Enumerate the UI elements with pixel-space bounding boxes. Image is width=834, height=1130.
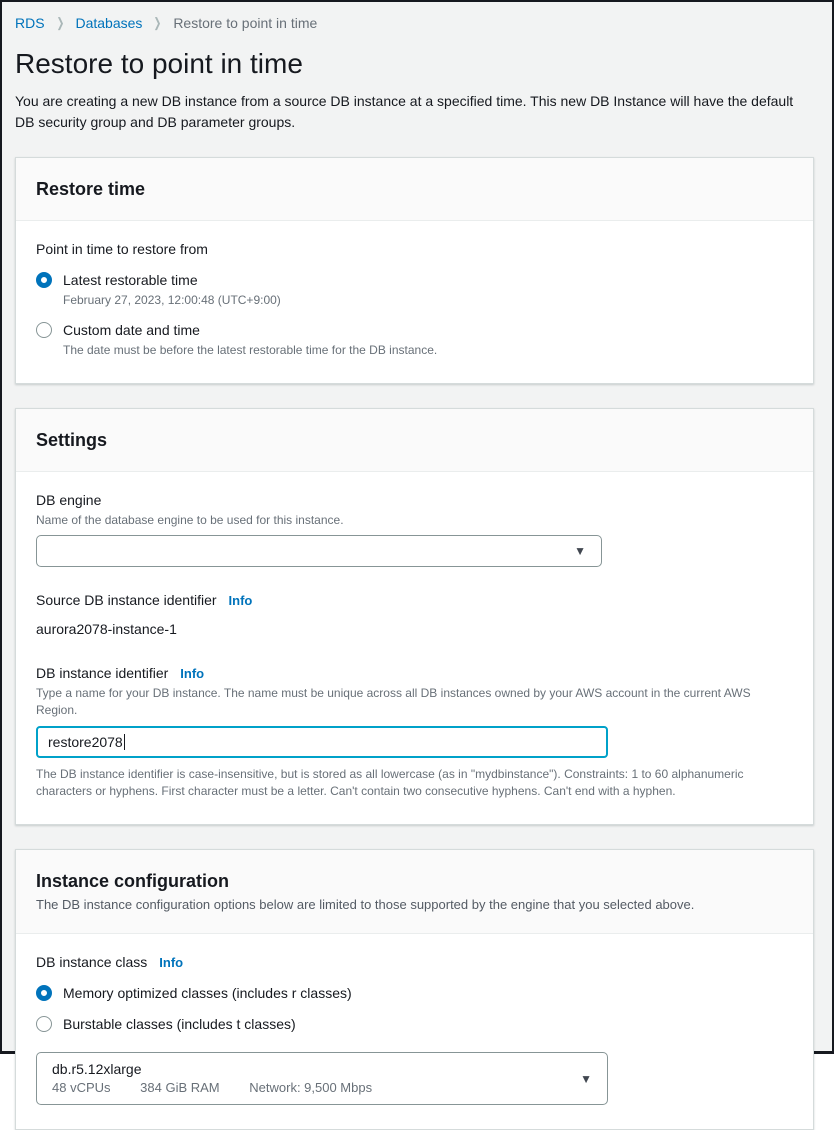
- radio-unselected-icon[interactable]: [36, 1016, 52, 1032]
- instance-configuration-card: [15, 849, 814, 1130]
- instance-class-vcpus: 48 vCPUs: [52, 1080, 111, 1095]
- restore-time-card: [15, 157, 814, 384]
- chevron-down-icon: ▼: [580, 1071, 592, 1086]
- settings-title: Settings: [36, 430, 108, 450]
- radio-memory-optimized[interactable]: [36, 983, 793, 1003]
- db-identifier-input-value: restore2078: [48, 734, 123, 750]
- point-in-time-label: Point in time to restore from: [36, 241, 208, 257]
- db-instance-class-info-link[interactable]: Info: [159, 955, 184, 970]
- source-db-field: [36, 590, 793, 637]
- chevron-down-icon: ▼: [574, 544, 586, 558]
- breadcrumb: [15, 12, 814, 31]
- source-db-info-link[interactable]: Info: [228, 593, 253, 608]
- custom-date-time-hint: The date must be before the latest restorable time for the DB instance.: [63, 343, 438, 357]
- db-identifier-label: DB instance identifier: [36, 665, 169, 681]
- settings-header: [16, 409, 813, 472]
- db-identifier-constraint: The DB instance identifier is case-insensitive, but is stored as all lowercase (as in "mydbinstance"). Constraints: 1 to 60 alphanumeric characters or hyphens. First character must be a letter. Can't contain two consecutive hyphens. Can't end with a hyphen.: [36, 767, 744, 798]
- instance-configuration-title: Instance configuration: [36, 871, 230, 891]
- restore-time-header: [16, 158, 813, 221]
- source-db-value: aurora2078-instance-1: [36, 621, 177, 637]
- radio-unselected-icon[interactable]: [36, 322, 52, 338]
- db-instance-class-select[interactable]: [36, 1052, 608, 1105]
- db-instance-class-label: DB instance class: [36, 954, 148, 970]
- breadcrumb-current: Restore to point in time: [173, 15, 318, 31]
- db-identifier-input[interactable]: [36, 726, 608, 758]
- instance-configuration-header: [16, 850, 813, 934]
- instance-class-specs: [52, 1079, 372, 1097]
- instance-class-network: Network: 9,500 Mbps: [249, 1080, 373, 1095]
- instance-configuration-description: The DB instance configuration options below are limited to those supported by the engine that you selected above.: [36, 897, 695, 912]
- restore-time-title: Restore time: [36, 179, 146, 199]
- radio-selected-icon[interactable]: [36, 985, 52, 1001]
- page-description: You are creating a new DB instance from a source DB instance at a specified time. This new DB Instance will have the default DB security group and DB parameter groups.: [15, 93, 794, 130]
- radio-label: Latest restorable time: [63, 272, 198, 288]
- text-cursor: [124, 734, 125, 750]
- db-identifier-info-link[interactable]: Info: [180, 666, 205, 681]
- radio-label: Custom date and time: [63, 322, 200, 338]
- radio-label: Burstable classes (includes t classes): [63, 1016, 296, 1032]
- db-engine-select[interactable]: [36, 535, 602, 567]
- source-db-label: Source DB instance identifier: [36, 592, 217, 608]
- latest-restorable-time-value: February 27, 2023, 12:00:48 (UTC+9:00): [63, 293, 281, 307]
- db-identifier-hint: Type a name for your DB instance. The name must be unique across all DB instances owned by your AWS account in the current AWS Region.: [36, 686, 751, 717]
- instance-class-name: db.r5.12xlarge: [52, 1061, 142, 1077]
- radio-burstable[interactable]: [36, 1014, 793, 1034]
- breadcrumb-separator-icon: ❯: [153, 15, 162, 30]
- radio-selected-icon[interactable]: [36, 272, 52, 288]
- db-engine-hint: Name of the database engine to be used for this instance.: [36, 513, 344, 527]
- breadcrumb-link-databases[interactable]: Databases: [75, 15, 143, 31]
- db-engine-label: DB engine: [36, 492, 102, 508]
- breadcrumb-link-rds[interactable]: RDS: [15, 15, 45, 31]
- instance-class-ram: 384 GiB RAM: [140, 1080, 220, 1095]
- breadcrumb-separator-icon: ❯: [56, 15, 64, 30]
- settings-card: [15, 408, 814, 825]
- radio-latest-restorable-time[interactable]: [36, 270, 793, 290]
- page-title: Restore to point in time: [15, 48, 303, 79]
- db-engine-field: [36, 490, 793, 567]
- radio-label: Memory optimized classes (includes r classes): [63, 985, 352, 1001]
- radio-custom-date-time[interactable]: [36, 320, 793, 340]
- db-identifier-field: [36, 663, 793, 800]
